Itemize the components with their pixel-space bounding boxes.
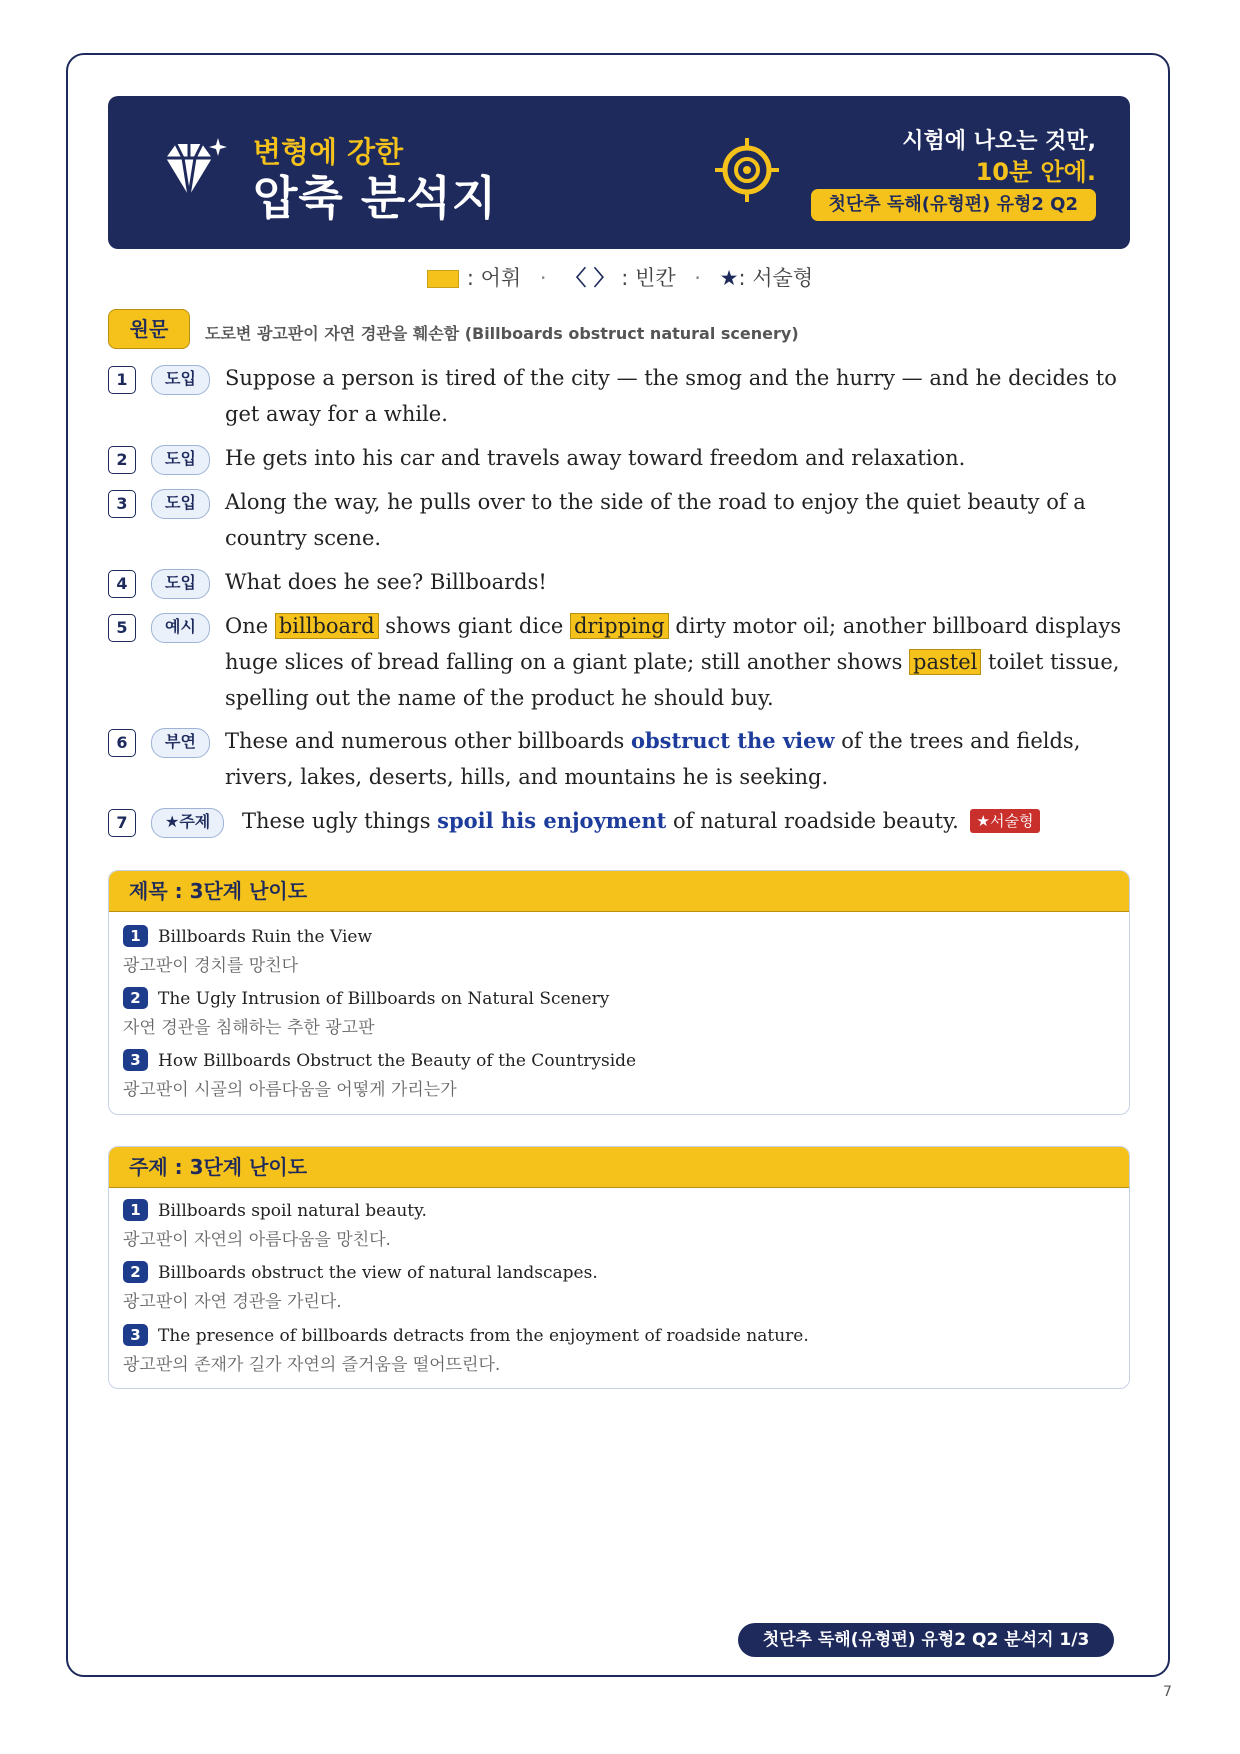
sentence-number: 4 (108, 570, 136, 598)
source-badge: 첫단추 독해(유형편) 유형2 Q2 (811, 189, 1096, 221)
option-english: The Ugly Intrusion of Billboards on Natural Scenery (158, 989, 610, 1009)
theme-options-box (108, 1146, 1130, 1389)
sentence-tag: 도입 (151, 365, 210, 395)
option-english: Billboards obstruct the view of natural landscapes. (158, 1263, 598, 1283)
sentence-tag: 도입 (151, 445, 210, 475)
star-icon: ★ (719, 266, 739, 290)
sentence-text (225, 723, 1130, 795)
footer-pill: 첫단추 독해(유형편) 유형2 Q2 분석지 1/3 (738, 1623, 1114, 1657)
legend-vocab: : 어휘 (466, 266, 522, 290)
original-label: 원문 (108, 309, 190, 349)
diamond-icon (158, 136, 228, 206)
sentence-text: Along the way, he pulls over to the side of the road to enjoy the quiet beauty of a country scene. (225, 490, 1086, 550)
option-korean: 광고판이 경치를 망친다 (123, 956, 299, 976)
sentence-number: 7 (108, 809, 136, 837)
option-number: 3 (123, 1324, 148, 1346)
sentence-tag: ★주제 (151, 808, 224, 838)
text-segment: These ugly things (242, 809, 438, 833)
title-options-box (108, 870, 1130, 1115)
option-korean: 자연 경관을 침해하는 추한 광고판 (123, 1018, 375, 1038)
theme-box-heading: 주제 : 3단계 난이도 (109, 1147, 1129, 1188)
title-box-heading: 제목 : 3단계 난이도 (109, 871, 1129, 912)
list-item (123, 925, 372, 976)
option-korean: 광고판이 자연 경관을 가린다. (123, 1292, 342, 1312)
legend: : 어휘 · 〈 〉 : 빈칸 · ★: 서술형 (0, 262, 1240, 292)
vocab-highlight: dripping (570, 613, 669, 639)
sentence-tag: 예시 (151, 613, 210, 643)
sentence-text: Suppose a person is tired of the city — the smog and the hurry — and he decides to get away for a while. (225, 366, 1117, 426)
sentence-text: He gets into his car and travels away toward freedom and relaxation. (225, 446, 966, 470)
option-english: How Billboards Obstruct the Beauty of the Countryside (158, 1051, 637, 1071)
option-number: 2 (123, 1261, 148, 1283)
list-item (123, 1261, 598, 1312)
text-segment: One (225, 614, 275, 638)
blank-phrase: obstruct the view (630, 728, 835, 753)
option-number: 1 (123, 925, 148, 947)
text-segment: toilet tissue, spelling out the name of the product he should buy. (225, 650, 1120, 710)
sentence-tag: 부연 (151, 728, 210, 758)
text-segment: of the trees and fields, rivers, lakes, deserts, hills, and mountains he is seeking. (225, 729, 1081, 789)
sentence-number: 3 (108, 490, 136, 518)
blank-phrase: spoil his enjoyment (437, 808, 667, 833)
sentence-number: 1 (108, 366, 136, 394)
sentence-tag: 도입 (151, 489, 210, 519)
slogan-line-2: 10분 안에. (975, 158, 1096, 186)
vocab-highlight: pastel (909, 649, 981, 675)
sentence-number: 6 (108, 729, 136, 757)
slogan-line-1: 시험에 나오는 것만, (902, 129, 1096, 154)
option-number: 3 (123, 1049, 148, 1071)
sentence-text (242, 803, 1130, 839)
sentence-number: 2 (108, 446, 136, 474)
essay-badge: ★서술형 (970, 809, 1041, 833)
vocab-swatch (427, 270, 459, 288)
header-title: 압축 분석지 (253, 171, 498, 225)
legend-blank-symbol: 〈 〉 (565, 266, 615, 290)
sentence-text: What does he see? Billboards! (225, 570, 547, 594)
header-banner (108, 96, 1130, 249)
option-english: Billboards spoil natural beauty. (158, 1201, 427, 1221)
option-korean: 광고판이 자연의 아름다움을 망친다. (123, 1230, 391, 1250)
page-frame (66, 53, 1170, 1677)
sentence-number: 5 (108, 614, 136, 642)
option-korean: 광고판이 시골의 아름다움을 어떻게 가리는가 (123, 1080, 457, 1100)
option-english: The presence of billboards detracts from the enjoyment of roadside nature. (158, 1326, 809, 1346)
target-icon (715, 138, 779, 202)
option-korean: 광고판의 존재가 길가 자연의 즐거움을 떨어뜨린다. (123, 1355, 501, 1375)
option-number: 1 (123, 1199, 148, 1221)
sentence-tag: 도입 (151, 569, 210, 599)
original-title: 도로변 광고판이 자연 경관을 훼손함 (Billboards obstruct natural scenery) (205, 324, 799, 343)
text-segment: dirty motor oil; another billboard displays huge slices of bread falling on a giant plate; still another shows (225, 614, 1122, 674)
text-segment: shows giant dice (378, 614, 570, 638)
text-segment: of natural roadside beauty. (666, 809, 966, 833)
list-item (123, 1324, 809, 1375)
option-english: Billboards Ruin the View (158, 927, 373, 947)
list-item (123, 1199, 427, 1250)
option-number: 2 (123, 987, 148, 1009)
sentence-text (225, 608, 1130, 716)
legend-blank: : 빈칸 (621, 266, 676, 290)
header-subtitle: 변형에 강한 (253, 135, 404, 169)
vocab-highlight: billboard (275, 613, 379, 639)
list-item (123, 1049, 636, 1100)
legend-essay: : 서술형 (738, 266, 814, 290)
list-item (123, 987, 609, 1038)
text-segment: These and numerous other billboards (225, 729, 631, 753)
page-number: 7 (1163, 1684, 1172, 1700)
